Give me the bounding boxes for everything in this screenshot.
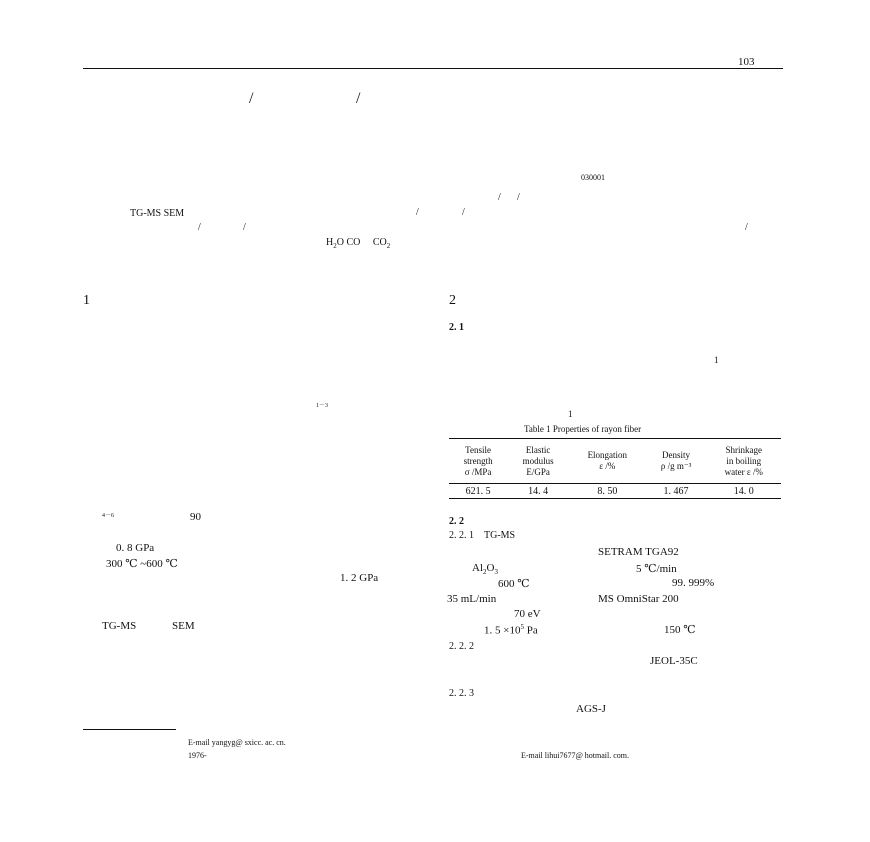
abstract-slash: /	[198, 222, 201, 233]
abstract-slash: /	[243, 222, 246, 233]
subsection-2-2: 2. 2	[449, 516, 464, 527]
footnote-email-right: E-mail lihui7677@ hotmail. com.	[521, 751, 630, 760]
reference-4-6: 4－6	[102, 513, 115, 519]
alumina-crucible: $Al_2O_3$	[472, 562, 498, 577]
footnote-birth-year: 1976-	[188, 751, 207, 760]
gas-flow: 35 mL/min	[447, 593, 497, 605]
cell-tensile-strength: 621. 5	[465, 486, 491, 497]
abstract-slash: /	[498, 192, 501, 203]
subsection-2-2-2: 2. 2. 2	[449, 641, 474, 652]
heating-rate: 5 ℃/min	[636, 563, 677, 575]
section-1-heading: 1	[83, 293, 90, 308]
abstract-slash: /	[745, 222, 748, 233]
header-rule	[83, 68, 783, 69]
table-caption: Table 1 Properties of rayon fiber	[524, 424, 642, 434]
reference-1-3: 1－3	[316, 403, 329, 409]
abstract-slash: /	[462, 207, 465, 218]
temperature-600: 600 ℃	[498, 578, 530, 590]
table-row	[449, 484, 781, 499]
header-elastic-modulus: Elastic modulus E/GPa	[522, 444, 554, 477]
subsection-2-2-1: 2. 2. 1 TG-MS	[449, 530, 516, 541]
sem-instrument: JEOL-35C	[650, 655, 698, 667]
abstract-methods: TG-MS SEM	[130, 208, 185, 219]
tensile-tester: AGS-J	[576, 703, 606, 715]
gas-purity: 99. 999%	[672, 577, 715, 589]
title-slash-a: /	[249, 90, 254, 107]
abstract-gases: $H_2O$ CO $CO_2$	[326, 237, 391, 250]
table-reference: 1	[714, 355, 719, 365]
value-1-2-gpa: 1. 2 GPa	[340, 572, 379, 584]
cell-shrinkage: 14. 0	[733, 486, 754, 497]
page-number: 103	[738, 56, 755, 68]
title-slash-b: /	[356, 90, 361, 107]
abstract-slash: /	[517, 192, 520, 203]
properties-table	[449, 438, 781, 499]
table-number: 1	[568, 409, 573, 419]
value-0-8-gpa: 0. 8 GPa	[116, 542, 155, 554]
cell-density: 1. 467	[663, 486, 689, 497]
cell-elongation: 8. 50	[597, 486, 618, 497]
header-tensile-strength: Tensile strength σ /MPa	[463, 444, 493, 477]
subsection-2-1: 2. 1	[449, 322, 464, 333]
abstract-slash: /	[416, 207, 419, 218]
header-shrinkage: Shrinkage in boiling water ε /%	[724, 444, 763, 477]
tga-instrument: SETRAM TGA92	[598, 546, 679, 558]
header-density: Density ρ /g m⁻³	[660, 450, 692, 471]
subsection-2-2-3: 2. 2. 3	[449, 688, 474, 699]
section-2-heading: 2	[449, 293, 456, 308]
postcode: 030001	[581, 173, 605, 182]
value-90: 90	[190, 511, 201, 523]
cell-elastic-modulus: 14. 4	[528, 486, 549, 497]
temperature-range: 300 ℃ ~600 ℃	[106, 558, 178, 570]
method-tgms: TG-MS	[102, 620, 137, 632]
temperature-150: 150 ℃	[664, 624, 696, 636]
table-header-row	[449, 439, 781, 484]
method-sem: SEM	[172, 620, 195, 632]
header-elongation: Elongation ε /%	[587, 450, 628, 471]
ionization-energy: 70 eV	[514, 608, 541, 620]
footnote-email-left: E-mail yangyg@ sxicc. ac. cn.	[188, 738, 286, 747]
footnote-rule	[83, 729, 176, 730]
vacuum-pressure: 1. $5 \times 10^5$ Pa	[484, 623, 538, 637]
ms-instrument: MS OmniStar 200	[598, 593, 679, 605]
